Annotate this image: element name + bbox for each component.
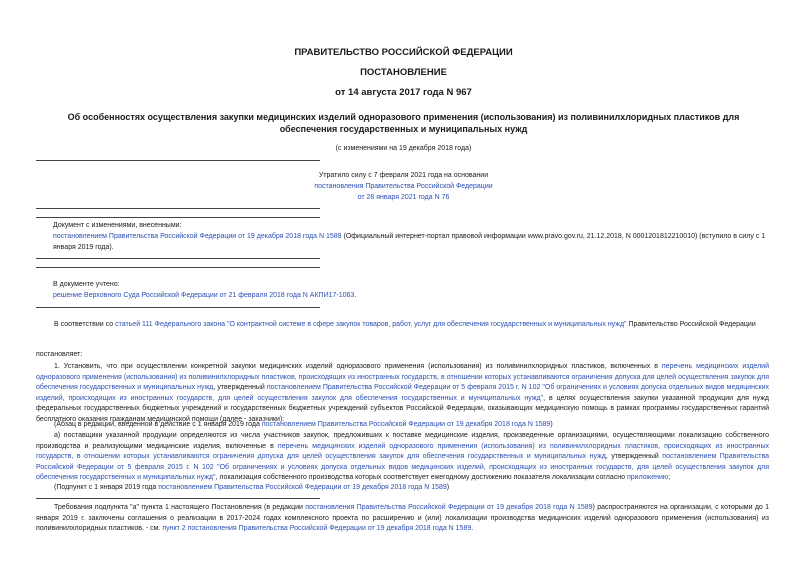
considered-heading: В документе учтено: [53,281,120,288]
revision-note-2: (Подпункт с 1 января 2019 года постановлением Правительства Российской Федерации от 19 декабря 2018 года N 1589) [54,484,450,491]
divider [36,258,320,259]
law-article-link[interactable]: статьей 111 Федерального закона "О контрактной системе в сфере закупок товаров, работ, услуг для обеспечения государственных и муниципальных нужд" [115,321,627,328]
footnote: Требования подпункта "а" пункта 1 настоящего Постановления (в редакции постановления Правительства Российской Федерации от 19 декабря 2018 года N 1589) распространяются на организации, с которыми до 1 января 2019 г. заключены соглашения о реализации в 2017-2024 годах комплексного проекта по расширению и (или) локализации производства медицинских изделий одноразового применения (использования) из поливинилхлоридных пластиков, - см. пункт 2 постановления Правительства Российской Федерации от 19 декабря 2018 года N 1589. [36,504,770,532]
suba-list-link[interactable]: перечень медицинских изделий одноразового применения (использования) из поливинилхлоридных пластиков, происходящих из иностранных государств, в отношении которых устанавливаются ограничения допуска для целей осуществления закупок для обеспечения государственных и муниципальных нужд [36,442,769,460]
item1-decree-link[interactable]: постановлением Правительства Российской Федерации от 5 февраля 2015 г. N 102 "Об ограничениях и условиях допуска отдельных видов медицинских изделий, происходящих из иностранных государств, для целей осуществления закупок для обеспечения государственных и муниципальных нужд" [36,384,769,402]
note2-link[interactable]: постановлением Правительства Российской Федерации от 19 декабря 2018 года N 1589 [158,484,447,491]
item-1: 1. Установить, что при осуществлении конкретной закупки медицинских изделий одноразового применения (использования) из поливинилхлоридных пластиков, включенных в перечень медицинских изделий одноразового применения (использования) из поливинилхлоридных пластиков, происходящих из иностранных государств, в отношении которых устанавливаются ограничения допуска для целей осуществления закупок для обеспечения государственных и муниципальных нужд, утвержденный постановлением Правительства Российской Федерации от 5 февраля 2015 г. N 102 "Об ограничениях и условиях допуска отдельных видов медицинских изделий, происходящих из иностранных государств, для целей осуществления закупок для обеспечения государственных и муниципальных нужд", в целях осуществления закупки указанной продукции для нужд федеральных государственных бюджетных учреждений и государственных бюджетных учреждений субъектов Российской Федерации, оказывающих медицинскую помощь в рамках программы государственных гарантий бесплатного оказания гражданам медицинской помощи (далее - заказчики): [36,363,769,423]
divider [36,498,320,499]
suba-decree-link[interactable]: постановлением Правительства Российской Федерации от 5 февраля 2015 г. N 102 "Об ограничениях и условиях допуска отдельных видов медицинских изделий, происходящих из иностранных государств, для целей осуществления закупок для обеспечения государственных и муниципальных нужд" [36,453,769,481]
decrees-word: постановляет: [36,351,83,358]
divider [36,208,320,209]
divider [36,217,320,218]
document-date-number: от 14 августа 2017 года N 967 [335,87,472,98]
preamble: В соответствии со статьей 111 Федерального закона "О контрактной системе в сфере закупок товаров, работ, услуг для обеспечения государственных и муниципальных нужд" Правительство Российской Федерации [54,321,756,328]
footnote-point-link[interactable]: пункт 2 постановления Правительства Российской Федерации от 19 декабря 2018 года N 1589 [162,525,472,532]
changes-note: (с изменениями на 19 декабря 2018 года) [335,145,472,152]
considered-entry: решение Верховного Суда Российской Федерации от 21 февраля 2018 года N АКПИ17-1063. [53,292,357,299]
note1-link[interactable]: постановлением Правительства Российской Федерации от 19 декабря 2018 года N 1589 [261,421,551,428]
item1-list-link[interactable]: перечень медицинских изделий одноразового применения (использования) из поливинилхлоридных пластиков, происходящих из иностранных государств, в отношении которых устанавливаются ограничения допуска для целей осуществления закупок для обеспечения государственных и муниципальных нужд [36,363,769,391]
divider [36,267,320,268]
appendix-link[interactable]: приложению [626,474,669,481]
government-name: ПРАВИТЕЛЬСТВО РОССИЙСКОЙ ФЕДЕРАЦИИ [294,47,513,58]
considered-link[interactable]: решение Верховного Суда Российской Федерации от 21 февраля 2018 года N АКПИ17-1063 [53,292,355,299]
repeal-link-decree[interactable]: постановления Правительства Российской Федерации [314,183,493,190]
document-type: ПОСТАНОВЛЕНИЕ [360,67,447,78]
amendments-text: (Официальный интернет-портал правовой информации www.pravo.gov.ru, 21.12.2018, N 0001201812210010) (вступило в силу с 1 января 2019 года). [53,233,766,251]
revision-note-1: (Абзац в редакции, введенной в действие с 1 января 2019 года постановлением Правительства Российской Федерации от 19 декабря 2018 года N 1589) [54,421,553,428]
document-title: Об особенностях осуществления закупки медицинских изделий одноразового применения (использования) из поливинилхлоридных пластиков для обеспечения государственных и муниципальных нужд [67,112,740,134]
divider [36,160,320,161]
divider [36,307,320,308]
repeal-note: Утратило силу с 7 февраля 2021 года на основании [318,172,489,179]
repeal-link-date[interactable]: от 28 января 2021 года N 76 [357,194,450,201]
amendments-entry [53,232,769,253]
amendments-heading: Документ с изменениями, внесенными: [53,222,182,229]
footnote-decree-link[interactable]: постановления Правительства Российской Федерации от 19 декабря 2018 года N 1589 [305,504,593,511]
amendments-link[interactable]: постановлением Правительства Российской Федерации от 19 декабря 2018 года N 1589 [53,233,342,240]
subitem-a: а) поставщики указанной продукции определяются из числа участников закупок, предложивших к поставке медицинские изделия, произведенные организациями, осуществляющими локализацию собственного производства и реализующими медицинские изделия, включенные в перечень медицинских изделий одноразового применения (использования) из поливинилхлоридных пластиков, происходящих из иностранных государств, в отношении которых устанавливаются ограничения допуска для целей осуществления закупок для обеспечения государственных и муниципальных нужд, утвержденный постановлением Правительства Российской Федерации от 5 февраля 2015 г. N 102 "Об ограничениях и условиях допуска отдельных видов медицинских изделий, происходящих из иностранных государств, для целей осуществления закупок для обеспечения государственных и муниципальных нужд", локализация собственного производства которых соответствует ежегодному достижению показателя локализации согласно приложению; [36,432,769,481]
